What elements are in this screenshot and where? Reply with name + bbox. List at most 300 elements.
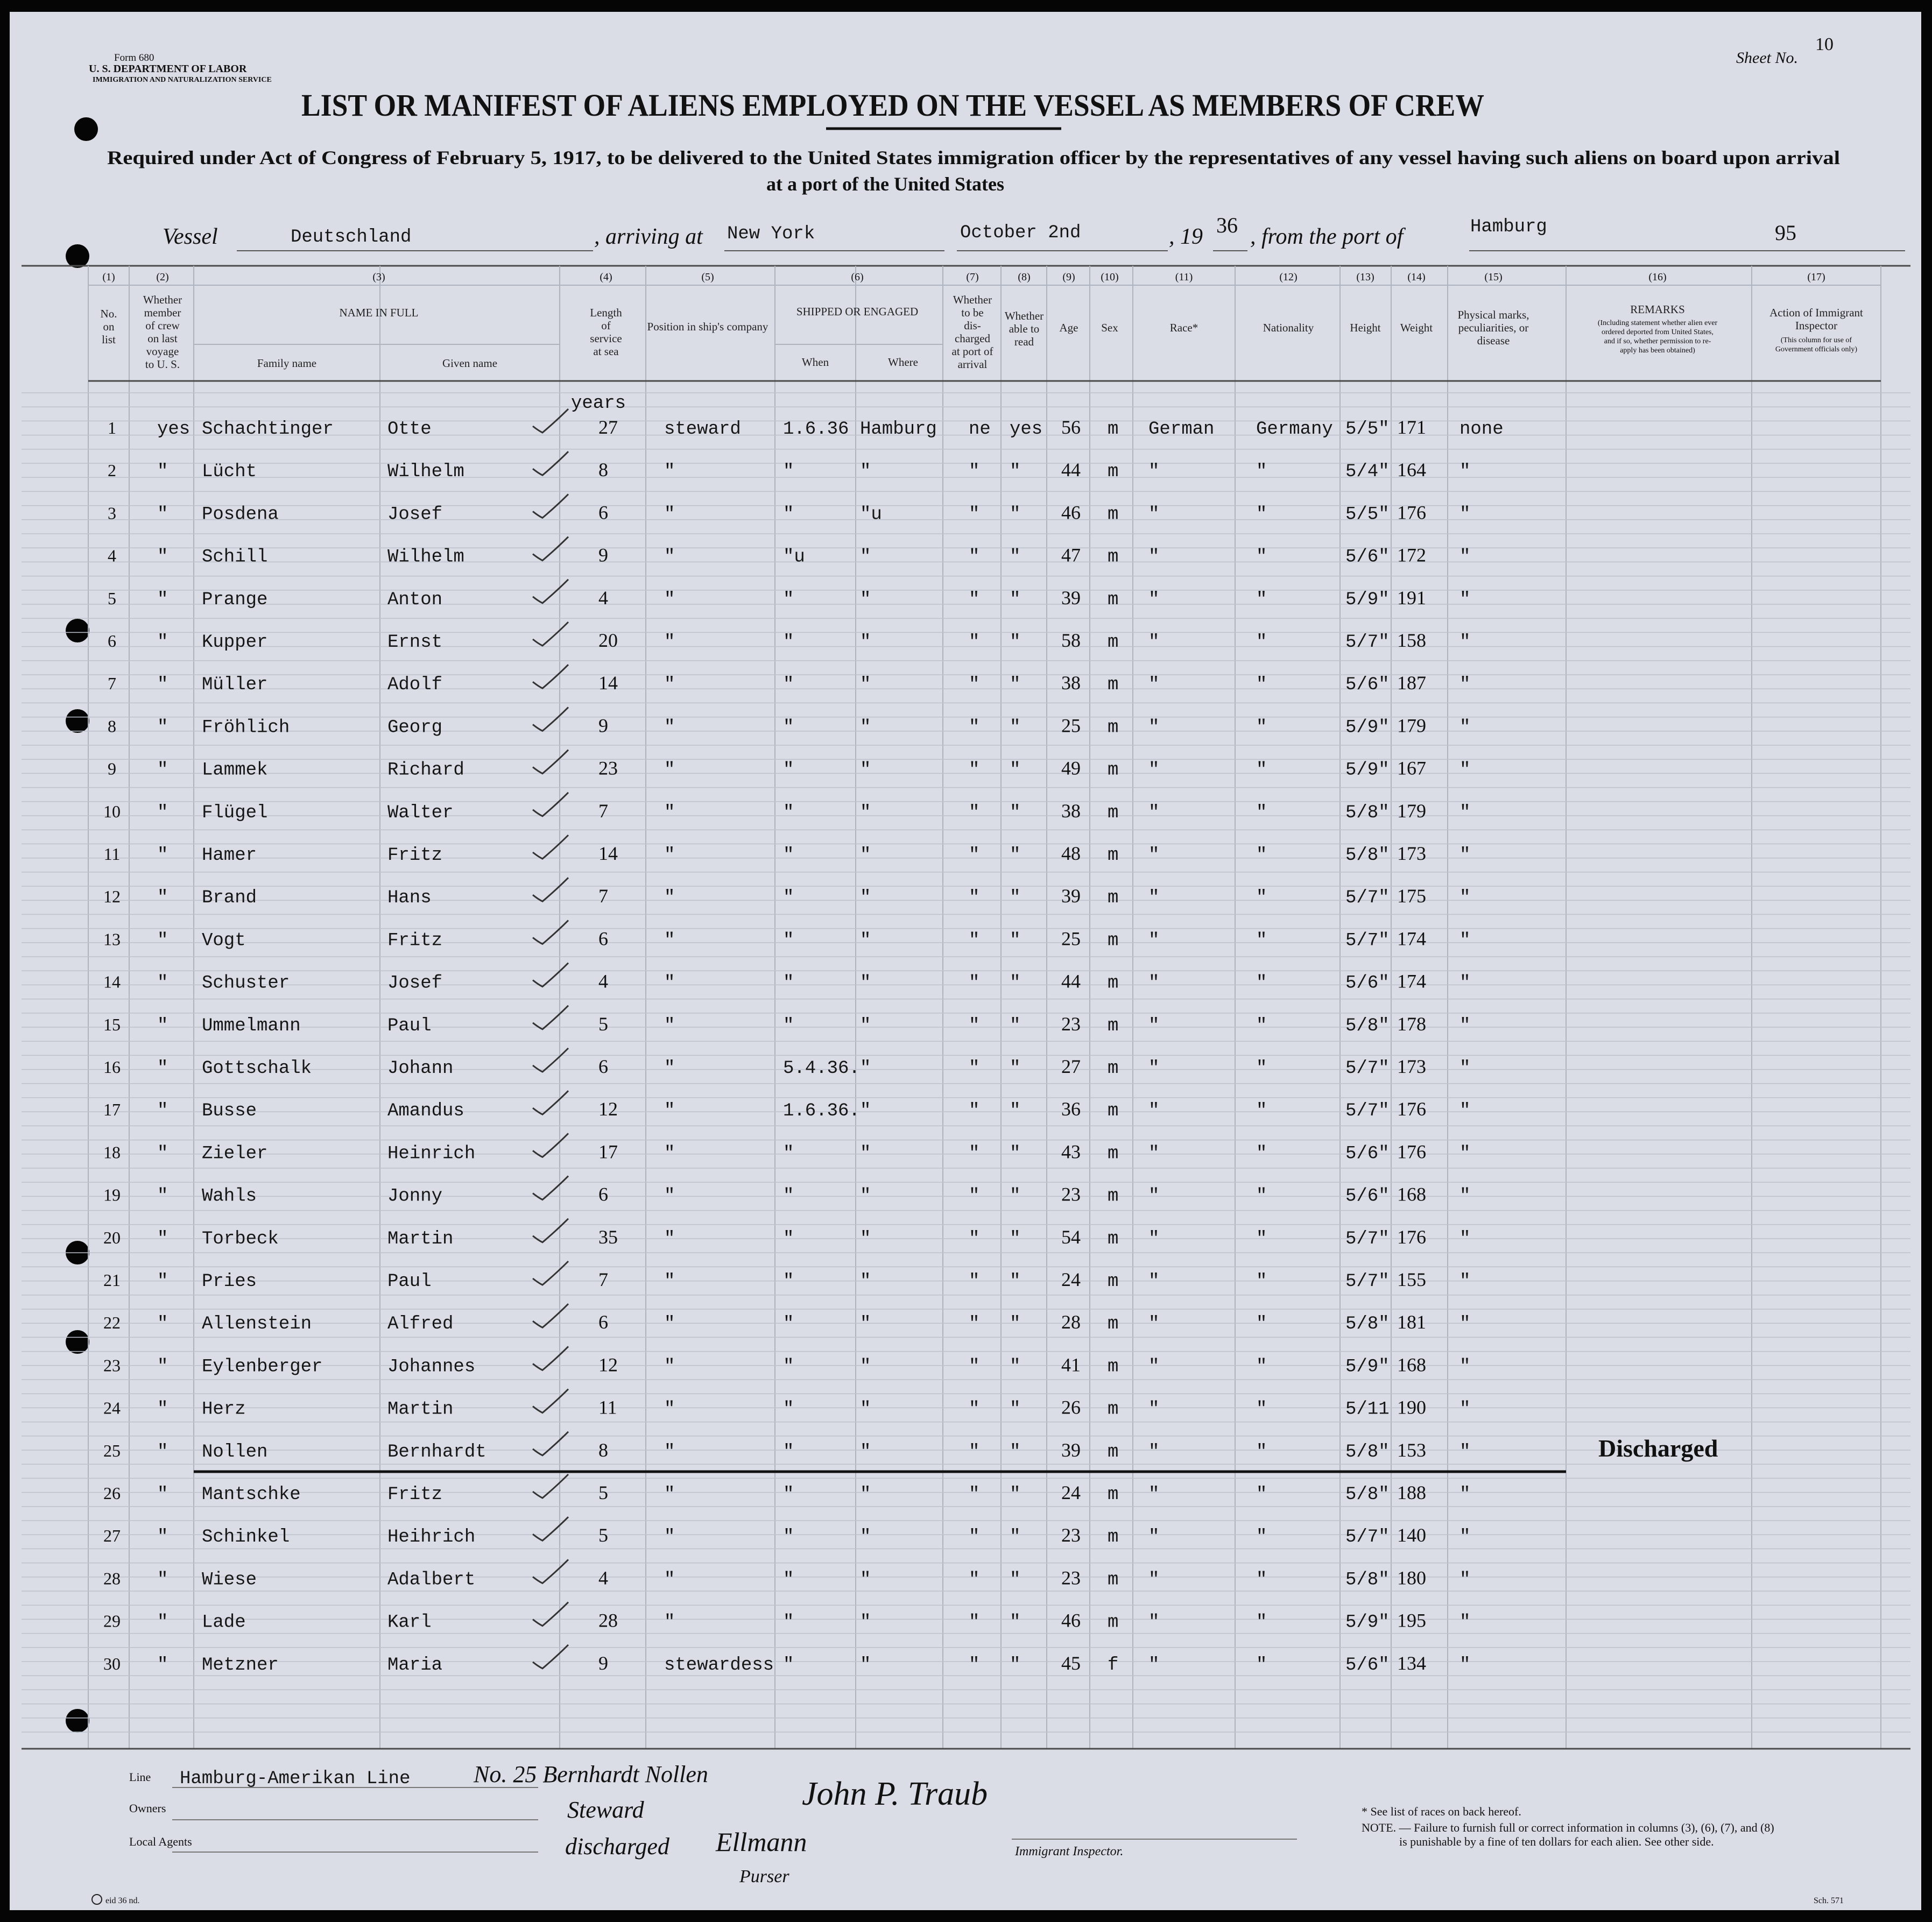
given-name: Josef xyxy=(387,504,443,525)
col4-header: Length of service at sea xyxy=(590,306,622,358)
can-read: " xyxy=(1010,1101,1021,1122)
row-number: 20 xyxy=(103,1227,121,1247)
discharge-flag: " xyxy=(969,845,980,866)
service-length: 5 xyxy=(598,1524,608,1546)
nationality: " xyxy=(1256,1143,1267,1164)
sex: m xyxy=(1108,462,1119,483)
age: 45 xyxy=(1061,1652,1081,1674)
given-name: Heihrich xyxy=(387,1527,476,1548)
col2-header: Whether member of crew on last voyage to U. S. xyxy=(143,293,182,371)
discharge-flag: " xyxy=(969,973,980,994)
row-number: 16 xyxy=(103,1057,121,1077)
purser-label: Purser xyxy=(739,1867,789,1886)
service-length: 6 xyxy=(598,1056,608,1077)
discharge-flag: " xyxy=(969,1612,980,1633)
discharge-flag: " xyxy=(969,1058,980,1079)
given-name: Wilhelm xyxy=(387,462,464,483)
height: 5/6" xyxy=(1345,1655,1390,1676)
sex: m xyxy=(1108,1356,1119,1377)
height: 5/6" xyxy=(1345,973,1390,994)
sex: m xyxy=(1108,1015,1119,1036)
col6b-header: Where xyxy=(888,356,918,369)
race: " xyxy=(1148,1143,1160,1164)
column-number: (14) xyxy=(1407,271,1426,283)
row-number: 26 xyxy=(103,1483,121,1503)
given-name: Karl xyxy=(387,1612,432,1633)
shipped-when: " xyxy=(783,845,794,866)
age: 25 xyxy=(1061,715,1081,737)
column-number: (5) xyxy=(701,271,714,283)
position: " xyxy=(664,1271,675,1292)
from-port-label: , from the port of xyxy=(1250,224,1404,249)
service-length: 8 xyxy=(598,1439,608,1461)
shipped-where: " xyxy=(860,1228,871,1249)
shipped-when: " xyxy=(783,1314,794,1335)
weight: 164 xyxy=(1397,459,1426,481)
nationality: " xyxy=(1256,802,1267,823)
weight: 168 xyxy=(1397,1354,1426,1376)
weight: 175 xyxy=(1397,885,1426,907)
column-number: (12) xyxy=(1279,271,1298,283)
weight: 155 xyxy=(1397,1269,1426,1290)
arrival-port: New York xyxy=(727,224,815,244)
race: " xyxy=(1148,888,1160,909)
crew-member-flag: " xyxy=(157,675,168,696)
can-read: " xyxy=(1010,717,1021,738)
race: " xyxy=(1148,1655,1160,1676)
nationality: " xyxy=(1256,1228,1267,1249)
weight: 195 xyxy=(1397,1609,1426,1631)
row-number: 19 xyxy=(103,1185,121,1205)
position: " xyxy=(664,1143,675,1164)
sex: m xyxy=(1108,1271,1119,1292)
column-number: (7) xyxy=(966,271,979,283)
family-name: Flügel xyxy=(202,802,268,823)
nationality: " xyxy=(1256,1485,1267,1505)
crew-member-flag: " xyxy=(157,1015,168,1036)
races-footnote: * See list of races on back hereof. xyxy=(1362,1805,1521,1818)
service-length: 23 xyxy=(598,757,618,779)
physical-marks: " xyxy=(1459,845,1471,866)
discharge-flag: " xyxy=(969,589,980,610)
height: 5/5" xyxy=(1345,419,1390,440)
shipped-where: " xyxy=(860,1442,871,1462)
print-mark: eid 36 nd. xyxy=(105,1896,140,1905)
line-value: Hamburg-Amerikan Line xyxy=(180,1769,411,1789)
years-note: years xyxy=(570,393,626,414)
can-read: " xyxy=(1010,1570,1021,1591)
inspector-label: Immigrant Inspector. xyxy=(1015,1845,1124,1859)
physical-marks: " xyxy=(1459,675,1471,696)
given-name: Martin xyxy=(387,1228,454,1249)
crew-member-flag: " xyxy=(157,547,168,568)
discharge-flag: " xyxy=(969,1527,980,1548)
family-name: Schinkel xyxy=(202,1527,290,1548)
age: 39 xyxy=(1061,1439,1081,1461)
subtitle-line-2: at a port of the United States xyxy=(766,173,1004,195)
race: " xyxy=(1148,1399,1160,1420)
fine-note-1: NOTE. — Failure to furnish full or correct information in columns (3), (6), (7), and (8) xyxy=(1362,1821,1774,1834)
nationality: " xyxy=(1256,589,1267,610)
race: " xyxy=(1148,717,1160,738)
crew-member-flag: " xyxy=(157,760,168,781)
inspector-signature: John P. Traub xyxy=(802,1776,988,1812)
shipped-where: " xyxy=(860,760,871,781)
service-length: 5 xyxy=(598,1482,608,1503)
sex: m xyxy=(1108,1612,1119,1633)
col10-header: Sex xyxy=(1101,321,1118,334)
service-length: 4 xyxy=(598,587,608,609)
physical-marks: " xyxy=(1459,802,1471,823)
given-name: Paul xyxy=(387,1271,432,1292)
physical-marks: " xyxy=(1459,632,1471,653)
discharge-flag: " xyxy=(969,1186,980,1207)
col16-subheader: (Including statement whether alien ever ordered deported from United States, and if so, whether permission to re-apply has been obtained) xyxy=(1597,319,1718,355)
service-length: 6 xyxy=(598,1183,608,1205)
shipped-when: " xyxy=(783,1186,794,1207)
row-number: 29 xyxy=(103,1611,121,1631)
weight: 173 xyxy=(1397,843,1426,864)
race: " xyxy=(1148,1356,1160,1377)
position: " xyxy=(664,760,675,781)
age: 23 xyxy=(1061,1183,1081,1205)
race: German xyxy=(1148,419,1215,440)
age: 39 xyxy=(1061,885,1081,907)
weight: 174 xyxy=(1397,970,1426,992)
sex: m xyxy=(1108,675,1119,696)
race: " xyxy=(1148,1442,1160,1462)
physical-marks: " xyxy=(1459,888,1471,909)
position: " xyxy=(664,717,675,738)
fine-note-2: is punishable by a fine of ten dollars for each alien. See other side. xyxy=(1399,1835,1714,1848)
nationality: " xyxy=(1256,1399,1267,1420)
can-read: " xyxy=(1010,930,1021,951)
service-length: 9 xyxy=(598,715,608,737)
handwritten-note-3: discharged xyxy=(565,1833,669,1860)
col13-header: Height xyxy=(1350,321,1381,334)
age: 41 xyxy=(1061,1354,1081,1376)
shipped-when: " xyxy=(783,462,794,483)
physical-marks: " xyxy=(1459,1271,1471,1292)
crew-member-flag: " xyxy=(157,1143,168,1164)
height: 5/4" xyxy=(1345,462,1390,483)
family-name: Prange xyxy=(202,589,268,610)
arrival-date: October 2nd xyxy=(960,223,1081,243)
shipped-where: " xyxy=(860,547,871,568)
crew-member-flag: " xyxy=(157,1442,168,1462)
service-length: 17 xyxy=(598,1141,618,1163)
age: 23 xyxy=(1061,1013,1081,1035)
given-name: Amandus xyxy=(387,1101,464,1122)
discharge-flag: " xyxy=(969,930,980,951)
column-number: (8) xyxy=(1018,271,1031,283)
height: 5/6" xyxy=(1345,1186,1390,1207)
nationality: " xyxy=(1256,547,1267,568)
shipped-where: " xyxy=(860,632,871,653)
age: 56 xyxy=(1061,416,1081,438)
shipped-when: 1.6.36 xyxy=(783,419,849,440)
given-name: Alfred xyxy=(387,1314,454,1335)
shipped-when: "u xyxy=(783,547,805,568)
discharge-flag: " xyxy=(969,675,980,696)
discharge-flag: " xyxy=(969,1485,980,1505)
sex: m xyxy=(1108,1228,1119,1249)
shipped-where: " xyxy=(860,1015,871,1036)
race: " xyxy=(1148,504,1160,525)
family-name: Schuster xyxy=(202,973,290,994)
height: 5/8" xyxy=(1345,1570,1390,1591)
position: " xyxy=(664,1058,675,1079)
physical-marks: " xyxy=(1459,1399,1471,1420)
col3b-header: Given name xyxy=(442,357,498,370)
race: " xyxy=(1148,1101,1160,1122)
family-name: Müller xyxy=(202,675,268,696)
family-name: Brand xyxy=(202,888,257,909)
given-name: Adalbert xyxy=(387,1570,476,1591)
can-read: " xyxy=(1010,504,1021,525)
local-agents-label: Local Agents xyxy=(129,1835,192,1848)
given-name: Adolf xyxy=(387,675,443,696)
shipped-where: " xyxy=(860,1356,871,1377)
column-number: (13) xyxy=(1356,271,1374,283)
race: " xyxy=(1148,1271,1160,1292)
position: stewardess xyxy=(664,1655,774,1676)
given-name: Anton xyxy=(387,589,443,610)
discharge-flag: " xyxy=(969,462,980,483)
race: " xyxy=(1148,1015,1160,1036)
position: " xyxy=(664,1442,675,1462)
race: " xyxy=(1148,1485,1160,1505)
row-number: 13 xyxy=(103,929,121,949)
service-length: 4 xyxy=(598,970,608,992)
shipped-when: " xyxy=(783,632,794,653)
sex: m xyxy=(1108,1485,1119,1505)
age: 38 xyxy=(1061,800,1081,822)
physical-marks: " xyxy=(1459,1612,1471,1633)
can-read: " xyxy=(1010,1314,1021,1335)
col12-header: Nationality xyxy=(1263,321,1314,334)
nationality: " xyxy=(1256,1655,1267,1676)
row-number: 8 xyxy=(108,716,116,736)
service-length: 20 xyxy=(598,630,618,651)
can-read: " xyxy=(1010,675,1021,696)
age: 58 xyxy=(1061,630,1081,651)
shipped-where: " xyxy=(860,802,871,823)
column-number: (15) xyxy=(1484,271,1503,283)
given-name: Fritz xyxy=(387,845,443,866)
service-name: IMMIGRATION AND NATURALIZATION SERVICE xyxy=(93,76,272,84)
shipped-where: " xyxy=(860,1485,871,1505)
given-name: Maria xyxy=(387,1655,443,1676)
purser-signature: Ellmann xyxy=(716,1827,807,1857)
shipped-when: " xyxy=(783,1015,794,1036)
race: " xyxy=(1148,973,1160,994)
age: 48 xyxy=(1061,843,1081,864)
position: " xyxy=(664,845,675,866)
race: " xyxy=(1148,760,1160,781)
can-read: " xyxy=(1010,1485,1021,1505)
age: 44 xyxy=(1061,459,1081,481)
height: 5/9" xyxy=(1345,717,1390,738)
nationality: " xyxy=(1256,1271,1267,1292)
nationality: " xyxy=(1256,1314,1267,1335)
height: 5/8" xyxy=(1345,1314,1390,1335)
position: " xyxy=(664,802,675,823)
page-count: 95 xyxy=(1775,221,1796,245)
family-name: Nollen xyxy=(202,1442,268,1462)
sex: m xyxy=(1108,760,1119,781)
position: " xyxy=(664,1186,675,1207)
given-name: Ernst xyxy=(387,632,443,653)
age: 23 xyxy=(1061,1524,1081,1546)
service-length: 12 xyxy=(598,1354,618,1376)
shipped-where: Hamburg xyxy=(860,419,937,440)
row-number: 14 xyxy=(103,972,121,992)
shipped-when: " xyxy=(783,1485,794,1505)
row-number: 21 xyxy=(103,1270,121,1290)
race: " xyxy=(1148,845,1160,866)
sheet-label: Sheet No. xyxy=(1736,49,1798,67)
can-read: " xyxy=(1010,1655,1021,1676)
sex: m xyxy=(1108,1058,1119,1079)
weight: 153 xyxy=(1397,1439,1426,1461)
height: 5/11 xyxy=(1345,1399,1390,1420)
physical-marks: " xyxy=(1459,504,1471,525)
age: 25 xyxy=(1061,928,1081,950)
remarks: Discharged xyxy=(1598,1434,1718,1462)
race: " xyxy=(1148,930,1160,951)
column-number: (2) xyxy=(156,271,169,283)
position: " xyxy=(664,462,675,483)
row-number: 28 xyxy=(103,1568,121,1588)
col17-header: Action of Immigrant Inspector xyxy=(1769,306,1863,332)
shipped-where: " xyxy=(860,973,871,994)
row-number: 9 xyxy=(108,759,116,779)
discharge-flag: " xyxy=(969,1101,980,1122)
shipped-when: " xyxy=(783,1271,794,1292)
sex: m xyxy=(1108,589,1119,610)
can-read: " xyxy=(1010,547,1021,568)
shipped-when: " xyxy=(783,1356,794,1377)
nationality: " xyxy=(1256,1612,1267,1633)
col8-header: Whether able to read xyxy=(1004,309,1044,348)
shipped-where: " xyxy=(860,1143,871,1164)
col6-header: SHIPPED OR ENGAGED xyxy=(796,305,919,318)
service-length: 14 xyxy=(598,672,618,694)
race: " xyxy=(1148,547,1160,568)
weight: 172 xyxy=(1397,544,1426,566)
family-name: Wiese xyxy=(202,1570,257,1591)
line-label: Line xyxy=(129,1770,151,1784)
nationality: " xyxy=(1256,462,1267,483)
weight: 179 xyxy=(1397,800,1426,822)
position: " xyxy=(664,1570,675,1591)
nationality: " xyxy=(1256,504,1267,525)
family-name: Vogt xyxy=(202,930,246,951)
height: 5/8" xyxy=(1345,1485,1390,1505)
family-name: Herz xyxy=(202,1399,246,1420)
arriving-label: , arriving at xyxy=(594,224,703,249)
family-name: Zieler xyxy=(202,1143,268,1164)
col3a-header: Family name xyxy=(257,357,317,370)
age: 24 xyxy=(1061,1482,1081,1503)
nationality: " xyxy=(1256,1570,1267,1591)
discharge-flag: " xyxy=(969,1442,980,1462)
family-name: Gottschalk xyxy=(202,1058,312,1079)
crew-member-flag: " xyxy=(157,1655,168,1676)
age: 38 xyxy=(1061,672,1081,694)
given-name: Otte xyxy=(387,419,432,440)
year-suffix: 36 xyxy=(1216,213,1238,237)
sex: m xyxy=(1108,1570,1119,1591)
manifest-title: LIST OR MANIFEST OF ALIENS EMPLOYED ON THE VESSEL AS MEMBERS OF CREW xyxy=(301,88,1484,123)
physical-marks: " xyxy=(1459,1442,1471,1462)
crew-member-flag: " xyxy=(157,973,168,994)
service-length: 11 xyxy=(598,1396,617,1418)
shipped-when: " xyxy=(783,760,794,781)
sex: m xyxy=(1108,1101,1119,1122)
weight: 173 xyxy=(1397,1056,1426,1077)
family-name: Schill xyxy=(202,547,268,568)
crew-member-flag: yes xyxy=(157,419,191,440)
family-name: Torbeck xyxy=(202,1228,279,1249)
shipped-when: " xyxy=(783,1655,794,1676)
col9-header: Age xyxy=(1059,321,1078,334)
age: 44 xyxy=(1061,970,1081,992)
service-length: 35 xyxy=(598,1226,618,1248)
service-length: 12 xyxy=(598,1098,618,1120)
discharge-flag: " xyxy=(969,1655,980,1676)
col14-header: Weight xyxy=(1400,321,1433,334)
form-number: Form 680 xyxy=(114,52,154,63)
weight: 180 xyxy=(1397,1567,1426,1589)
sex: m xyxy=(1108,419,1119,440)
weight: 176 xyxy=(1397,1098,1426,1120)
nationality: " xyxy=(1256,973,1267,994)
can-read: " xyxy=(1010,1271,1021,1292)
race: " xyxy=(1148,675,1160,696)
race: " xyxy=(1148,1570,1160,1591)
handwritten-note-1: No. 25 Bernhardt Nollen xyxy=(474,1761,708,1787)
shipped-when: " xyxy=(783,1228,794,1249)
can-read: " xyxy=(1010,1356,1021,1377)
weight: 176 xyxy=(1397,501,1426,524)
family-name: Allenstein xyxy=(202,1314,312,1335)
position: " xyxy=(664,1228,675,1249)
height: 5/7" xyxy=(1345,1101,1390,1122)
discharge-flag: " xyxy=(969,504,980,525)
height: 5/9" xyxy=(1345,1612,1390,1633)
sheet-number: 10 xyxy=(1815,34,1834,54)
height: 5/6" xyxy=(1345,675,1390,696)
family-name: Posdena xyxy=(202,504,279,525)
row-number: 11 xyxy=(103,844,121,864)
service-length: 4 xyxy=(598,1567,608,1589)
shipped-when: " xyxy=(783,675,794,696)
shipped-where: " xyxy=(860,1101,871,1122)
position: " xyxy=(664,504,675,525)
height: 5/7" xyxy=(1345,632,1390,653)
family-name: Lade xyxy=(202,1612,246,1633)
column-number: (17) xyxy=(1807,271,1825,283)
height: 5/8" xyxy=(1345,1015,1390,1036)
can-read: " xyxy=(1010,1015,1021,1036)
age: 24 xyxy=(1061,1269,1081,1290)
row-number: 4 xyxy=(108,546,116,566)
service-length: 6 xyxy=(598,928,608,950)
owners-label: Owners xyxy=(129,1801,166,1815)
nationality: " xyxy=(1256,930,1267,951)
